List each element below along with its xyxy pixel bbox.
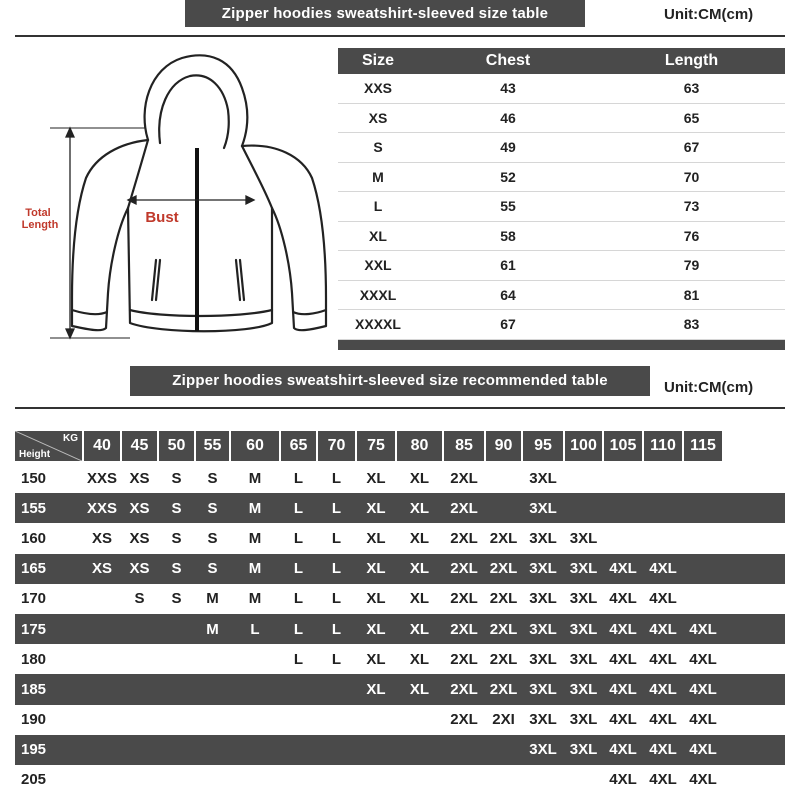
size-recommendation-cell: L: [331, 650, 342, 668]
size-recommendation-cell: 3XL: [569, 590, 598, 608]
size-recommendation-cell: 4XL: [649, 650, 677, 668]
size-recommendation-cell: L: [331, 499, 342, 517]
length-cell: 63: [683, 80, 700, 97]
size-recommendation-cell: 2XL: [489, 590, 518, 608]
size-recommendation-cell: 3XL: [529, 680, 557, 698]
size-recommendation-cell: L: [293, 650, 304, 668]
table-row: [15, 674, 785, 704]
size-recommendation-cell: XL: [366, 620, 386, 638]
size-recommendation-cell: S: [207, 529, 218, 547]
chest-cell: 49: [500, 139, 516, 156]
table-row: [15, 463, 785, 493]
weight-header-cell: 80: [397, 431, 442, 461]
table-row: [15, 644, 785, 674]
size-recommendation-cell: 3XL: [569, 650, 598, 668]
weight-header-cell: 90: [486, 431, 521, 461]
size-table-unit: Unit:CM(cm): [664, 6, 754, 23]
recommended-table-unit: Unit:CM(cm): [664, 379, 754, 396]
size-recommendation-cell: 2XL: [450, 650, 478, 668]
chest-cell: 46: [500, 109, 516, 126]
recommended-table-body: [15, 463, 785, 795]
length-cell: 81: [683, 286, 700, 303]
chest-cell: 64: [500, 286, 516, 303]
size-recommendation-cell: 3XL: [529, 590, 557, 608]
size-recommendation-cell: XL: [409, 620, 430, 638]
recommended-table: [15, 431, 785, 795]
table-row: [338, 133, 785, 163]
corner-cell: [15, 431, 82, 461]
size-recommendation-cell: 2XL: [450, 620, 478, 638]
size-recommendation-cell: 3XL: [569, 741, 598, 759]
size-recommendation-cell: 3XL: [529, 499, 557, 517]
size-recommendation-cell: 4XL: [689, 741, 717, 759]
size-recommendation-cell: XS: [129, 560, 150, 578]
bust-arrow-right-head: [246, 196, 254, 204]
size-recommendation-cell: 4XL: [649, 741, 677, 759]
size-recommendation-cell: 3XL: [569, 529, 598, 547]
length-label-line2: Length: [21, 219, 59, 231]
size-recommendation-cell: XL: [366, 529, 386, 547]
size-recommendation-cell: 3XL: [529, 529, 557, 547]
size-recommendation-cell: M: [248, 560, 262, 578]
size-recommendation-cell: 4XL: [689, 680, 717, 698]
cuff-right: [293, 310, 326, 314]
height-cell: 180: [21, 650, 47, 668]
hoodie-illustration: [10, 48, 330, 358]
height-cell: 205: [21, 771, 47, 789]
size-recommendation-cell: 4XL: [609, 741, 637, 759]
height-cell: 155: [21, 499, 47, 517]
weight-header-cell: 75: [357, 431, 395, 461]
table-row: [338, 281, 785, 311]
size-recommendation-cell: M: [248, 469, 262, 487]
chest-cell: 61: [500, 257, 516, 274]
size-recommendation-cell: 2XL: [489, 650, 518, 668]
size-recommendation-cell: S: [207, 469, 218, 487]
weight-header-cell: 95: [523, 431, 563, 461]
chest-cell: 43: [500, 80, 516, 97]
size-cell: XS: [368, 109, 388, 126]
size-recommendation-cell: 3XL: [529, 620, 557, 638]
corner-weight-label: KG: [63, 433, 78, 444]
length-arrow-top-head: [66, 128, 74, 137]
size-recommendation-cell: 4XL: [689, 771, 717, 789]
table-row: [338, 310, 785, 340]
size-recommendation-cell: S: [171, 529, 182, 547]
bust-label: Bust: [145, 209, 179, 226]
size-recommendation-cell: 4XL: [649, 590, 677, 608]
recommended-table-header: [15, 431, 785, 463]
length-cell: 65: [683, 109, 700, 126]
table-row: [15, 523, 785, 553]
weight-header-cell: 45: [122, 431, 157, 461]
size-recommendation-cell: 2XL: [450, 590, 478, 608]
length-cell: 73: [683, 198, 700, 215]
weight-header-cell: 65: [281, 431, 316, 461]
hood-inner: [159, 75, 229, 148]
size-recommendation-cell: 2XL: [450, 560, 478, 578]
size-recommendation-cell: 4XL: [689, 650, 717, 668]
size-recommendation-cell: S: [171, 469, 182, 487]
table-row: [338, 251, 785, 281]
size-recommendation-cell: 3XL: [529, 469, 557, 487]
size-recommendation-cell: S: [171, 560, 182, 578]
size-recommendation-cell: 4XL: [609, 680, 637, 698]
weight-header-cell: 85: [444, 431, 484, 461]
table-row: [15, 493, 785, 523]
size-recommendation-cell: 4XL: [649, 560, 677, 578]
length-cell: 70: [683, 168, 700, 185]
size-recommendation-cell: XL: [366, 590, 386, 608]
length-cell: 76: [683, 227, 700, 244]
size-recommendation-cell: 3XL: [529, 560, 557, 578]
size-recommendation-cell: XL: [366, 469, 386, 487]
size-table-body: [338, 74, 785, 340]
pocket-right: [236, 260, 244, 300]
hem-band: [130, 310, 272, 316]
size-recommendation-cell: 3XL: [569, 680, 598, 698]
size-recommendation-cell: 2XL: [489, 529, 518, 547]
weight-header-cell: 110: [644, 431, 682, 461]
pocket-left: [152, 260, 160, 300]
size-recommendation-cell: L: [331, 590, 342, 608]
size-recommendation-cell: 2XL: [450, 711, 478, 729]
size-recommendation-cell: XL: [409, 560, 430, 578]
height-cell: 160: [21, 529, 47, 547]
size-recommendation-cell: L: [331, 529, 342, 547]
weight-header-cell: 50: [159, 431, 194, 461]
size-cell: XXS: [363, 80, 392, 97]
size-recommendation-cell: M: [248, 529, 262, 547]
size-recommendation-cell: XL: [409, 650, 430, 668]
size-recommendation-cell: 3XL: [569, 711, 598, 729]
table-row: [15, 735, 785, 765]
recommended-table-title: Zipper hoodies sweatshirt-sleeved size recommended table: [130, 366, 650, 396]
table-row: [15, 554, 785, 584]
size-recommendation-cell: 3XL: [529, 711, 557, 729]
size-recommendation-cell: 3XL: [569, 560, 598, 578]
size-recommendation-cell: L: [250, 620, 260, 638]
cuff-left: [72, 310, 107, 314]
size-table-title: Zipper hoodies sweatshirt-sleeved size table: [185, 0, 585, 27]
weight-header-cell: 55: [196, 431, 229, 461]
size-recommendation-cell: 2XL: [450, 469, 478, 487]
header-chest: Chest: [485, 52, 531, 69]
size-recommendation-cell: S: [207, 560, 218, 578]
header-length: Length: [664, 52, 719, 69]
length-arrow-bottom-head: [66, 329, 74, 338]
size-recommendation-cell: M: [248, 590, 262, 608]
size-recommendation-cell: 4XL: [609, 771, 637, 789]
size-cell: S: [373, 139, 383, 156]
size-recommendation-cell: 4XL: [689, 620, 717, 638]
size-recommendation-cell: 2XL: [489, 620, 518, 638]
size-recommendation-cell: 4XL: [649, 680, 677, 698]
size-recommendation-cell: L: [293, 529, 304, 547]
table-row: [338, 104, 785, 134]
size-table-footer: [338, 340, 785, 350]
size-recommendation-cell: L: [293, 469, 304, 487]
size-recommendation-cell: S: [207, 499, 218, 517]
chest-cell: 67: [500, 316, 516, 333]
size-table-header: [338, 48, 785, 74]
size-recommendation-cell: L: [293, 560, 304, 578]
size-recommendation-cell: 4XL: [649, 771, 677, 789]
size-cell: XXL: [364, 257, 392, 274]
size-recommendation-cell: 4XL: [609, 560, 637, 578]
size-recommendation-cell: XL: [409, 499, 430, 517]
height-cell: 195: [21, 741, 47, 759]
size-recommendation-cell: L: [293, 499, 304, 517]
size-recommendation-cell: 4XL: [609, 620, 637, 638]
size-recommendation-cell: XL: [366, 680, 386, 698]
size-recommendation-cell: 4XL: [609, 711, 637, 729]
corner-height-label: Height: [19, 449, 51, 460]
size-recommendation-cell: XL: [409, 680, 430, 698]
weight-header-cell: 40: [84, 431, 120, 461]
size-recommendation-cell: 4XL: [649, 711, 677, 729]
size-cell: L: [373, 198, 383, 215]
size-recommendation-cell: S: [134, 590, 145, 608]
size-recommendation-cell: 3XL: [529, 741, 557, 759]
table-row: [338, 192, 785, 222]
divider-bottom: [15, 407, 785, 409]
size-recommendation-cell: XXS: [86, 499, 117, 517]
size-cell: XXXL: [359, 286, 397, 303]
chest-cell: 58: [500, 227, 516, 244]
size-recommendation-cell: XS: [129, 499, 150, 517]
length-cell: 67: [683, 139, 700, 156]
size-recommendation-cell: XS: [129, 469, 150, 487]
size-recommendation-cell: XXS: [86, 469, 117, 487]
size-recommendation-cell: 2XL: [450, 499, 478, 517]
size-recommendation-cell: XL: [409, 590, 430, 608]
table-row: [338, 74, 785, 104]
size-recommendation-cell: S: [171, 590, 182, 608]
size-recommendation-cell: XS: [91, 560, 112, 578]
height-cell: 175: [21, 620, 47, 638]
size-recommendation-cell: M: [248, 499, 262, 517]
length-cell: 79: [683, 257, 700, 274]
size-table: [338, 48, 785, 350]
size-recommendation-cell: 2XI: [492, 711, 515, 729]
size-recommendation-cell: 4XL: [649, 620, 677, 638]
weight-header-cell: 60: [231, 431, 279, 461]
weight-header-cell: 105: [604, 431, 642, 461]
weight-header-cell: 115: [684, 431, 722, 461]
size-recommendation-cell: 4XL: [609, 650, 637, 668]
length-label-line1: Total: [25, 207, 51, 219]
table-row: [338, 222, 785, 252]
weight-header-cell: 100: [565, 431, 602, 461]
size-recommendation-cell: L: [331, 469, 342, 487]
table-row: [338, 163, 785, 193]
size-recommendation-cell: M: [206, 590, 219, 608]
size-recommendation-cell: 3XL: [569, 620, 598, 638]
chest-cell: 52: [500, 168, 516, 185]
table-row: [15, 705, 785, 735]
size-recommendation-cell: XS: [91, 529, 112, 547]
height-cell: 190: [21, 711, 47, 729]
size-recommendation-cell: XL: [409, 469, 430, 487]
length-cell: 83: [683, 316, 700, 333]
table-row: [15, 614, 785, 644]
size-recommendation-cell: XS: [129, 529, 150, 547]
size-recommendation-cell: 2XL: [450, 529, 478, 547]
size-recommendation-cell: L: [293, 590, 304, 608]
table-row: [15, 765, 785, 795]
size-cell: M: [372, 168, 384, 185]
height-cell: 165: [21, 560, 47, 578]
size-cell: XXXXL: [355, 316, 401, 333]
height-cell: 150: [21, 469, 47, 487]
size-recommendation-cell: S: [171, 499, 182, 517]
size-recommendation-cell: XL: [366, 560, 386, 578]
size-recommendation-cell: 2XL: [450, 680, 478, 698]
weight-header-cell: 70: [318, 431, 355, 461]
divider-top: [15, 35, 785, 37]
size-recommendation-cell: L: [293, 620, 304, 638]
size-recommendation-cell: M: [206, 620, 219, 638]
size-recommendation-cell: 4XL: [689, 711, 717, 729]
size-recommendation-cell: L: [331, 560, 342, 578]
size-recommendation-cell: 3XL: [529, 650, 557, 668]
height-cell: 185: [21, 680, 47, 698]
size-recommendation-cell: 2XL: [489, 560, 518, 578]
size-recommendation-cell: XL: [409, 529, 430, 547]
size-cell: XL: [369, 227, 387, 244]
size-recommendation-cell: 4XL: [609, 590, 637, 608]
size-recommendation-cell: XL: [366, 650, 386, 668]
chest-cell: 55: [500, 198, 516, 215]
header-size: Size: [361, 52, 394, 69]
size-recommendation-cell: L: [331, 620, 342, 638]
size-recommendation-cell: XL: [366, 499, 386, 517]
table-row: [15, 584, 785, 614]
height-cell: 170: [21, 590, 47, 608]
size-recommendation-cell: 2XL: [489, 680, 518, 698]
